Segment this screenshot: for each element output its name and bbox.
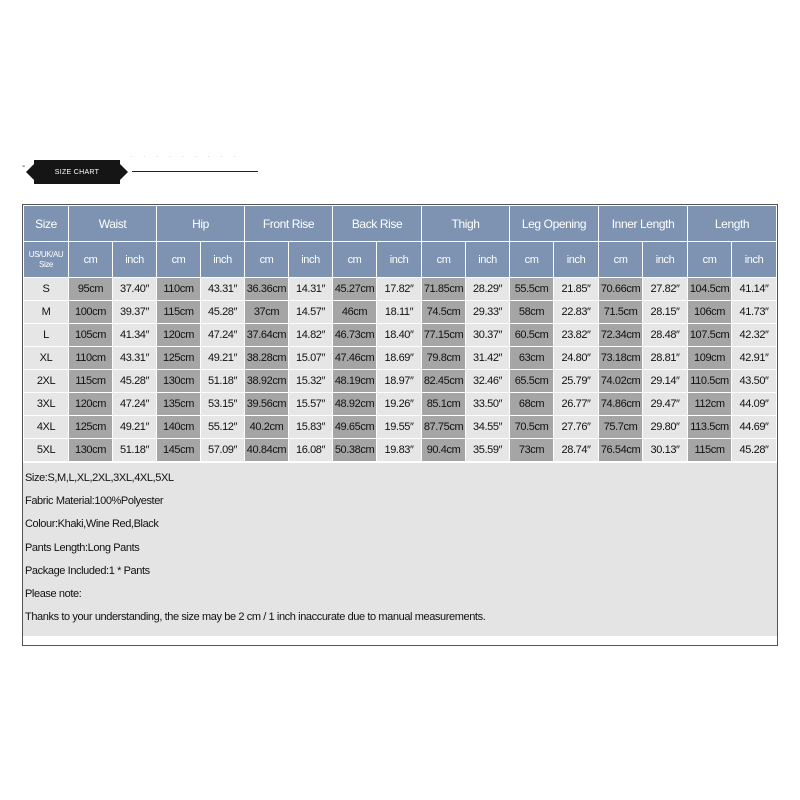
table-row: [24, 301, 777, 324]
cm-value-cell: 115cm: [157, 301, 201, 324]
cm-value-cell: 120cm: [69, 393, 113, 416]
inch-value-cell: 16.08″: [289, 439, 333, 462]
inch-value-cell: 41.73″: [732, 301, 777, 324]
inch-value-cell: 53.15″: [201, 393, 245, 416]
inch-value-cell: 22.83″: [554, 301, 599, 324]
header-size-system: US/UK/AU Size: [24, 242, 69, 278]
size-label-cell: XL: [24, 347, 69, 370]
unit-inch: inch: [466, 242, 510, 278]
cm-value-cell: 46.73cm: [333, 324, 377, 347]
inch-value-cell: 29.33″: [466, 301, 510, 324]
note-pants-length: Pants Length:Long Pants: [25, 541, 140, 554]
inch-value-cell: 30.13″: [643, 439, 688, 462]
header-thigh: Thigh: [422, 206, 510, 242]
inch-value-cell: 28.74″: [554, 439, 599, 462]
note-fabric-material: Fabric Material:100%Polyester: [25, 495, 164, 508]
cm-value-cell: 75.7cm: [599, 416, 643, 439]
inch-value-cell: 15.57″: [289, 393, 333, 416]
inch-value-cell: 45.28″: [113, 370, 157, 393]
inch-value-cell: 15.07″: [289, 347, 333, 370]
inch-value-cell: 17.82″: [377, 278, 422, 301]
inch-value-cell: 23.82″: [554, 324, 599, 347]
unit-inch: inch: [201, 242, 245, 278]
inch-value-cell: 19.55″: [377, 416, 422, 439]
cm-value-cell: 60.5cm: [510, 324, 554, 347]
inch-value-cell: 41.34″: [113, 324, 157, 347]
table-row: [24, 370, 777, 393]
header-length: Length: [688, 206, 777, 242]
inch-value-cell: 28.29″: [466, 278, 510, 301]
unit-inch: inch: [113, 242, 157, 278]
cm-value-cell: 58cm: [510, 301, 554, 324]
inch-value-cell: 49.21″: [113, 416, 157, 439]
cm-value-cell: 110cm: [157, 278, 201, 301]
inch-value-cell: 51.18″: [201, 370, 245, 393]
inch-value-cell: 43.31″: [201, 278, 245, 301]
cm-value-cell: 106cm: [688, 301, 732, 324]
cm-value-cell: 73.18cm: [599, 347, 643, 370]
cm-value-cell: 68cm: [510, 393, 554, 416]
table-row: [24, 416, 777, 439]
size-label-cell: 5XL: [24, 439, 69, 462]
unit-cm: cm: [333, 242, 377, 278]
cm-value-cell: 50.38cm: [333, 439, 377, 462]
inch-value-cell: 49.21″: [201, 347, 245, 370]
inch-value-cell: 28.81″: [643, 347, 688, 370]
size-label-cell: 2XL: [24, 370, 69, 393]
cm-value-cell: 100cm: [69, 301, 113, 324]
product-notes: [23, 462, 777, 636]
header-leg-opening: Leg Opening: [510, 206, 599, 242]
inch-value-cell: 43.50″: [732, 370, 777, 393]
cm-value-cell: 85.1cm: [422, 393, 466, 416]
header-inner-length: Inner Length: [599, 206, 688, 242]
cm-value-cell: 140cm: [157, 416, 201, 439]
inch-value-cell: 30.37″: [466, 324, 510, 347]
size-chart-badge: SIZE CHART: [34, 160, 120, 184]
cm-value-cell: 63cm: [510, 347, 554, 370]
cm-value-cell: 40.2cm: [245, 416, 289, 439]
cm-value-cell: 76.54cm: [599, 439, 643, 462]
cm-value-cell: 49.65cm: [333, 416, 377, 439]
cm-value-cell: 74.5cm: [422, 301, 466, 324]
table-row: [24, 324, 777, 347]
cm-value-cell: 77.15cm: [422, 324, 466, 347]
banner-dots-decoration: · · · · · · · · ·: [130, 152, 240, 161]
table-header-groups: [24, 206, 777, 242]
table-row: [24, 278, 777, 301]
inch-value-cell: 29.80″: [643, 416, 688, 439]
cm-value-cell: 107.5cm: [688, 324, 732, 347]
unit-cm: cm: [688, 242, 732, 278]
size-table-body: [24, 278, 777, 462]
unit-inch: inch: [554, 242, 599, 278]
header-size: Size: [24, 206, 69, 242]
cm-value-cell: 110.5cm: [688, 370, 732, 393]
inch-value-cell: 14.31″: [289, 278, 333, 301]
inch-value-cell: 24.80″: [554, 347, 599, 370]
inch-value-cell: 27.82″: [643, 278, 688, 301]
cm-value-cell: 38.28cm: [245, 347, 289, 370]
cm-value-cell: 110cm: [69, 347, 113, 370]
inch-value-cell: 37.40″: [113, 278, 157, 301]
inch-value-cell: 28.48″: [643, 324, 688, 347]
inch-value-cell: 26.77″: [554, 393, 599, 416]
cm-value-cell: 145cm: [157, 439, 201, 462]
inch-value-cell: 18.69″: [377, 347, 422, 370]
inch-value-cell: 34.55″: [466, 416, 510, 439]
inch-value-cell: 44.09″: [732, 393, 777, 416]
note-measurement-disclaimer: Thanks to your understanding, the size may be 2 cm / 1 inch inaccurate due to manual measurements.: [25, 611, 486, 624]
cm-value-cell: 105cm: [69, 324, 113, 347]
table-row: [24, 439, 777, 462]
inch-value-cell: 14.57″: [289, 301, 333, 324]
cm-value-cell: 37cm: [245, 301, 289, 324]
cm-value-cell: 135cm: [157, 393, 201, 416]
cm-value-cell: 125cm: [69, 416, 113, 439]
header-back-rise: Back Rise: [333, 206, 422, 242]
inch-value-cell: 39.37″: [113, 301, 157, 324]
inch-value-cell: 55.12″: [201, 416, 245, 439]
inch-value-cell: 45.28″: [201, 301, 245, 324]
size-label-cell: M: [24, 301, 69, 324]
cm-value-cell: 90.4cm: [422, 439, 466, 462]
note-please-note: Please note:: [25, 587, 82, 600]
cm-value-cell: 71.5cm: [599, 301, 643, 324]
cm-value-cell: 65.5cm: [510, 370, 554, 393]
note-colour: Colour:Khaki,Wine Red,Black: [25, 518, 159, 531]
header-front-rise: Front Rise: [245, 206, 333, 242]
cm-value-cell: 48.19cm: [333, 370, 377, 393]
inch-value-cell: 42.91″: [732, 347, 777, 370]
cm-value-cell: 46cm: [333, 301, 377, 324]
unit-inch: inch: [732, 242, 777, 278]
table-row: [24, 347, 777, 370]
inch-value-cell: 19.26″: [377, 393, 422, 416]
cm-value-cell: 70.66cm: [599, 278, 643, 301]
cm-value-cell: 104.5cm: [688, 278, 732, 301]
unit-cm: cm: [599, 242, 643, 278]
inch-value-cell: 41.14″: [732, 278, 777, 301]
inch-value-cell: 19.83″: [377, 439, 422, 462]
cm-value-cell: 109cm: [688, 347, 732, 370]
unit-cm: cm: [510, 242, 554, 278]
cm-value-cell: 82.45cm: [422, 370, 466, 393]
cm-value-cell: 71.85cm: [422, 278, 466, 301]
unit-inch: inch: [377, 242, 422, 278]
cm-value-cell: 36.36cm: [245, 278, 289, 301]
banner-divider-line: [132, 171, 258, 172]
inch-value-cell: 14.82″: [289, 324, 333, 347]
size-chart-banner: [22, 152, 252, 192]
inch-value-cell: 33.50″: [466, 393, 510, 416]
cm-value-cell: 73cm: [510, 439, 554, 462]
inch-value-cell: 27.76″: [554, 416, 599, 439]
unit-cm: cm: [245, 242, 289, 278]
table-row: [24, 393, 777, 416]
note-package-included: Package Included:1 * Pants: [25, 564, 150, 577]
unit-inch: inch: [643, 242, 688, 278]
header-waist: Waist: [69, 206, 157, 242]
cm-value-cell: 130cm: [157, 370, 201, 393]
inch-value-cell: 42.32″: [732, 324, 777, 347]
cm-value-cell: 74.86cm: [599, 393, 643, 416]
inch-value-cell: 44.69″: [732, 416, 777, 439]
unit-cm: cm: [69, 242, 113, 278]
header-hip: Hip: [157, 206, 245, 242]
inch-value-cell: 18.40″: [377, 324, 422, 347]
cm-value-cell: 74.02cm: [599, 370, 643, 393]
size-label-cell: L: [24, 324, 69, 347]
cm-value-cell: 120cm: [157, 324, 201, 347]
inch-value-cell: 57.09″: [201, 439, 245, 462]
cm-value-cell: 48.92cm: [333, 393, 377, 416]
unit-cm: cm: [422, 242, 466, 278]
cm-value-cell: 72.34cm: [599, 324, 643, 347]
size-table: [23, 205, 777, 462]
size-label-cell: S: [24, 278, 69, 301]
inch-value-cell: 29.14″: [643, 370, 688, 393]
note-sizes: Size:S,M,L,XL,2XL,3XL,4XL,5XL: [25, 472, 174, 484]
inch-value-cell: 28.15″: [643, 301, 688, 324]
banner-dash: -: [22, 161, 26, 172]
cm-value-cell: 112cm: [688, 393, 732, 416]
inch-value-cell: 15.32″: [289, 370, 333, 393]
inch-value-cell: 18.97″: [377, 370, 422, 393]
cm-value-cell: 47.46cm: [333, 347, 377, 370]
size-label-cell: 4XL: [24, 416, 69, 439]
cm-value-cell: 38.92cm: [245, 370, 289, 393]
inch-value-cell: 32.46″: [466, 370, 510, 393]
inch-value-cell: 51.18″: [113, 439, 157, 462]
inch-value-cell: 47.24″: [113, 393, 157, 416]
cm-value-cell: 115cm: [69, 370, 113, 393]
inch-value-cell: 31.42″: [466, 347, 510, 370]
inch-value-cell: 47.24″: [201, 324, 245, 347]
table-header-units: [24, 242, 777, 278]
inch-value-cell: 43.31″: [113, 347, 157, 370]
inch-value-cell: 18.11″: [377, 301, 422, 324]
cm-value-cell: 87.75cm: [422, 416, 466, 439]
inch-value-cell: 35.59″: [466, 439, 510, 462]
inch-value-cell: 15.83″: [289, 416, 333, 439]
inch-value-cell: 21.85″: [554, 278, 599, 301]
cm-value-cell: 39.56cm: [245, 393, 289, 416]
cm-value-cell: 45.27cm: [333, 278, 377, 301]
cm-value-cell: 40.84cm: [245, 439, 289, 462]
inch-value-cell: 29.47″: [643, 393, 688, 416]
cm-value-cell: 125cm: [157, 347, 201, 370]
size-chart-panel: [22, 204, 778, 646]
cm-value-cell: 79.8cm: [422, 347, 466, 370]
inch-value-cell: 45.28″: [732, 439, 777, 462]
cm-value-cell: 95cm: [69, 278, 113, 301]
size-label-cell: 3XL: [24, 393, 69, 416]
cm-value-cell: 70.5cm: [510, 416, 554, 439]
unit-inch: inch: [289, 242, 333, 278]
cm-value-cell: 55.5cm: [510, 278, 554, 301]
inch-value-cell: 25.79″: [554, 370, 599, 393]
cm-value-cell: 113.5cm: [688, 416, 732, 439]
cm-value-cell: 130cm: [69, 439, 113, 462]
cm-value-cell: 115cm: [688, 439, 732, 462]
cm-value-cell: 37.64cm: [245, 324, 289, 347]
unit-cm: cm: [157, 242, 201, 278]
